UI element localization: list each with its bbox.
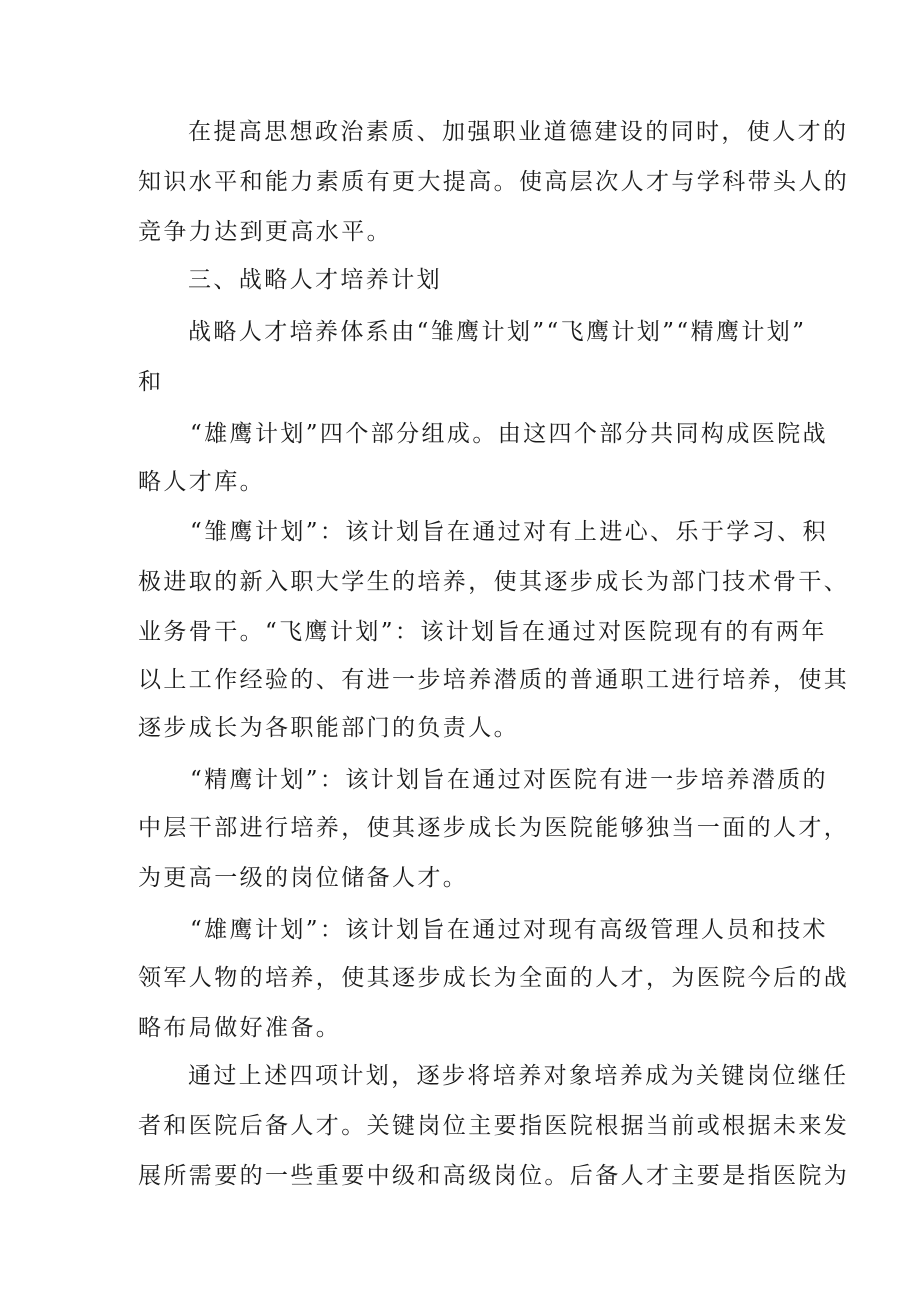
text-line-17: “雄鹰计划”：该计划旨在通过对现有高级管理人员和技术 [190,917,828,943]
text-line-7: “雄鹰计划”四个部分组成。由这四个部分共同构成医院战 [190,421,828,447]
text-line-1: 在提高思想政治素质、加强职业道德建设的同时，使人才的 [188,119,849,145]
text-line-11: 业务骨干。“飞鹰计划”：该计划旨在通过对医院现有的有两年 [138,619,827,645]
text-line-20: 通过上述四项计划，逐步将培养对象培养成为关键岗位继任 [188,1063,849,1089]
text-line-15: 中层干部进行培养，使其逐步成长为医院能够独当一面的人才， [138,815,850,841]
text-line-22: 展所需要的一些重要中级和高级岗位。后备人才主要是指医院为 [138,1163,850,1189]
text-line-16: 为更高一级的岗位储备人才。 [138,865,469,891]
text-line-14: “精鹰计划”：该计划旨在通过对医院有进一步培养潜质的 [190,767,828,793]
text-line-19: 略布局做好准备。 [138,1015,342,1041]
text-line-12: 以上工作经验的、有进一步培养潜质的普通职工进行培养，使其 [138,667,850,693]
section-heading: 三、战略人才培养计划 [188,267,442,293]
text-line-2: 知识水平和能力素质有更大提高。使高层次人才与学科带头人的 [138,169,850,195]
text-line-3: 竞争力达到更高水平。 [138,219,392,245]
text-line-5: 战略人才培养体系由“雏鹰计划”“飞鹰计划”“精鹰计划” [188,319,807,345]
text-line-21: 者和医院后备人才。关键岗位主要指医院根据当前或根据未来发 [138,1113,850,1139]
text-line-6: 和 [138,369,164,395]
text-line-10: 极进取的新入职大学生的培养，使其逐步成长为部门技术骨干、 [138,569,850,595]
text-line-13: 逐步成长为各职能部门的负责人。 [138,715,519,741]
text-line-18: 领军人物的培养，使其逐步成长为全面的人才，为医院今后的战 [138,965,850,991]
text-line-9: “雏鹰计划”：该计划旨在通过对有上进心、乐于学习、积 [190,519,828,545]
text-line-8: 略人才库。 [138,469,265,495]
